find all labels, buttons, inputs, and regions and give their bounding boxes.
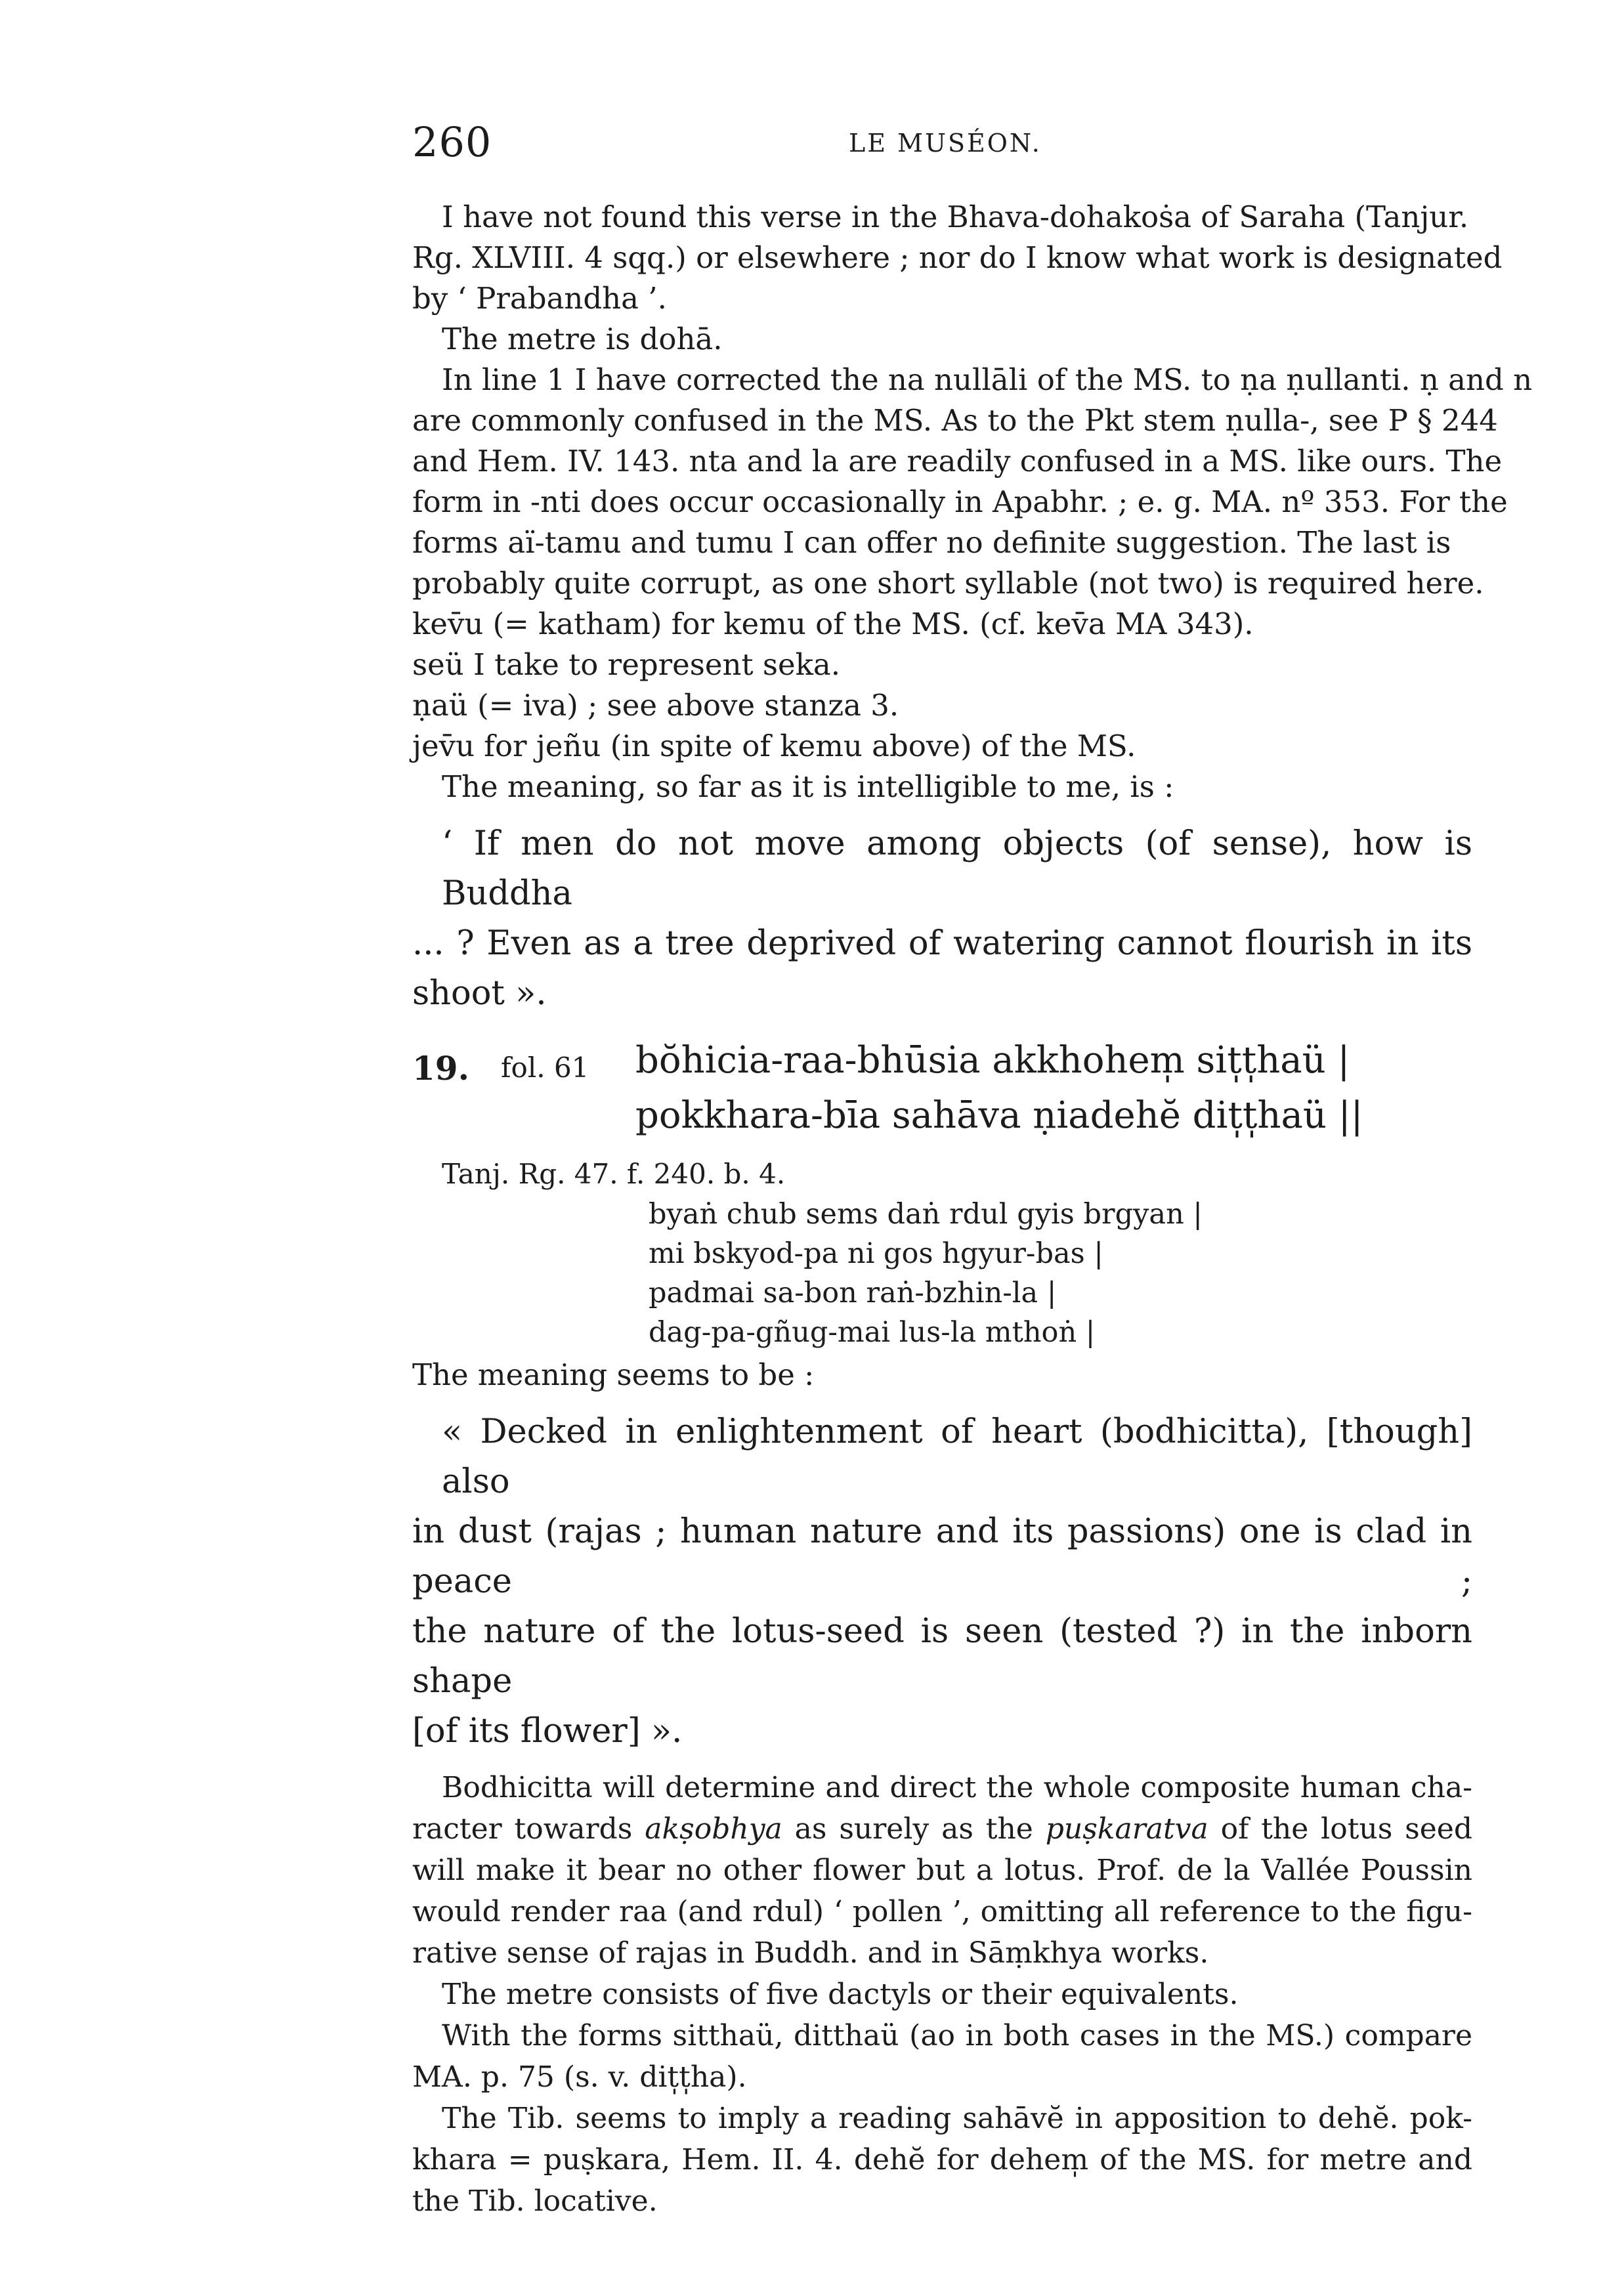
text-line: With the forms sitthaü, ditthaü (ao in both cases in the MS.) compare xyxy=(442,2019,1472,2052)
tibetan-translation xyxy=(412,1195,1472,1352)
text-line: probably quite corrupt, as one short syllable (not two) is required here. xyxy=(412,566,1484,601)
text-line: will make it bear no other flower but a lotus. Prof. de la Vallée Poussin xyxy=(412,1854,1472,1887)
text-span: racter towards xyxy=(412,1812,645,1846)
folio-reference: fol. 61 xyxy=(501,1052,589,1084)
text-line: In line 1 I have corrected the na nullāli of the MS. to ṇa ṇullanti. ṇ and n xyxy=(442,362,1533,397)
tibetan-line: padmai sa-bon raṅ-bzhin-la | xyxy=(649,1277,1057,1309)
stanza-19 xyxy=(412,1033,1472,1145)
verse-line: pokkhara-bīa sahāva ṇiadehĕ dit̩t̩haü || xyxy=(635,1094,1363,1137)
sanskrit-term: akṣobhya xyxy=(645,1812,782,1846)
quote-line: [of its flower] ». xyxy=(412,1712,683,1751)
text-line: by ‘ Prabandha ’. xyxy=(412,281,667,316)
meaning-intro: The meaning seems to be : xyxy=(412,1357,815,1392)
text-line: the Tib. locative. xyxy=(412,2184,658,2218)
running-head: LE MUSÉON. xyxy=(849,129,1042,158)
text-line: khara = puṣkara, Hem. II. 4. dehĕ for dehem̩ of the MS. for metre and xyxy=(412,2143,1472,2177)
sanskrit-term: puṣkaratva xyxy=(1045,1812,1208,1846)
text-line: I have not found this verse in the Bhava-dohakoṡa of Saraha (Tanjur. xyxy=(442,200,1469,234)
text-span: as surely as the xyxy=(782,1812,1046,1846)
text-line: seü I take to represent seka. xyxy=(412,647,840,682)
commentary-stanza-19 xyxy=(412,1767,1472,2222)
quote-line: in dust (rajas ; human nature and its passions) one is clad in peace ; xyxy=(412,1512,1472,1601)
text-line: ṇaü (= iva) ; see above stanza 3. xyxy=(412,688,899,723)
verse-text xyxy=(635,1033,1363,1143)
notes-stanza-18 xyxy=(412,197,1533,807)
text-line: jev̄u for jeñu (in spite of kemu above) of the MS. xyxy=(412,729,1136,763)
text-line: would render raa (and rdul) ‘ pollen ’, omitting all reference to the figu- xyxy=(412,1895,1472,1928)
quote-line: the nature of the lotus-seed is seen (tested ?) in the inborn shape xyxy=(412,1612,1472,1701)
tibetan-line: dag-pa-gñug-mai lus-la mthoṅ | xyxy=(649,1316,1096,1349)
text-line: The metre is dohā. xyxy=(442,322,723,356)
tanjur-reference: Tanj. Rg. 47. f. 240. b. 4. xyxy=(442,1158,786,1190)
text-line: rative sense of rajas in Buddh. and in Sāṃkhya works. xyxy=(412,1936,1209,1970)
quote-line: ... ? Even as a tree deprived of watering cannot flourish in its xyxy=(412,924,1472,963)
document-page xyxy=(412,118,1533,2222)
page-number: 260 xyxy=(412,118,492,166)
page-header xyxy=(412,118,1472,171)
text-line: Bodhicitta will determine and direct the whole composite human cha- xyxy=(442,1771,1472,1804)
quote-line: shoot ». xyxy=(412,974,547,1013)
text-line: form in -nti does occur occasionally in Apabhr. ; e. g. MA. nº 353. For the xyxy=(412,484,1508,519)
stanza-number: 19. xyxy=(412,1049,469,1088)
quote-line: « Decked in enlightenment of heart (bodhicitta), [though] also xyxy=(442,1413,1472,1501)
text-line: forms aï-tamu and tumu I can offer no definite suggestion. The last is xyxy=(412,525,1451,560)
verse-line: bŏhicia-raa-bhūsia akkhohem̩ sit̩t̩haü | xyxy=(635,1039,1350,1082)
text-span: of the lotus seed xyxy=(1208,1812,1472,1846)
text-line: Rg. XLVIII. 4 sqq.) or elsewhere ; nor do I know what work is designated xyxy=(412,240,1503,275)
text-line: and Hem. IV. 143. nta and la are readily confused in a MS. like ours. The xyxy=(412,444,1503,478)
text-line: The meaning, so far as it is intelligible to me, is : xyxy=(442,769,1174,804)
text-line xyxy=(412,1808,1472,1850)
text-line: kev̄u (= katham) for kemu of the MS. (cf. kev̄a MA 343). xyxy=(412,606,1254,641)
text-line: MA. p. 75 (s. v. dit̩t̩ha). xyxy=(412,2060,747,2094)
quote-line: ‘ If men do not move among objects (of sense), how is Buddha xyxy=(442,824,1472,913)
text-line: are commonly confused in the MS. As to the Pkt stem ṇulla-, see P § 244 xyxy=(412,403,1498,438)
tibetan-line: byaṅ chub sems daṅ rdul gyis brgyan | xyxy=(649,1198,1203,1231)
tibetan-line: mi bskyod-pa ni gos hgyur-bas | xyxy=(649,1237,1103,1270)
translation-quote-19 xyxy=(412,1407,1472,1756)
translation-quote-18 xyxy=(412,819,1472,1019)
text-line: The Tib. seems to imply a reading sahāvĕ in apposition to dehĕ. pok- xyxy=(442,2102,1472,2135)
text-line: The metre consists of five dactyls or their equivalents. xyxy=(442,1978,1239,2011)
